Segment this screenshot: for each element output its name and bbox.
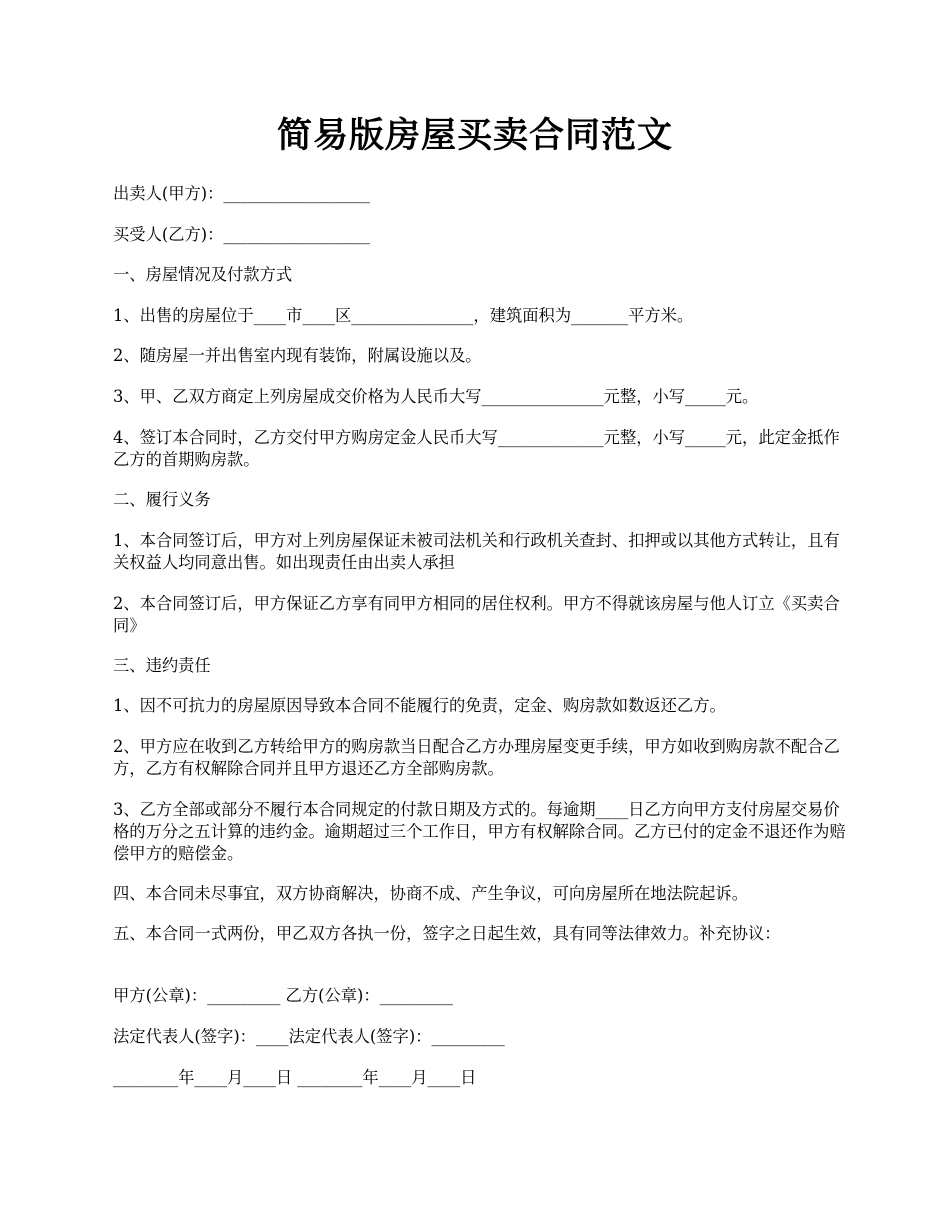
seal-line: 甲方(公章)：_________ 乙方(公章)：_________	[113, 986, 453, 1005]
clause-3-2: 2、甲方应在收到乙方转给甲方的购房款当日配合乙方办理房屋变更手续，甲方如收到购房款不配合乙方，乙方有权解除合同并且甲方退还乙方全部购房款。	[113, 737, 840, 778]
buyer-line: 买受人(乙方)：__________________	[113, 225, 370, 244]
clause-2-1: 1、本合同签订后，甲方对上列房屋保证未被司法机关和行政机关查封、扣押或以其他方式转让，且有关权益人均同意出售。如出现责任由出卖人承担	[113, 531, 840, 572]
clause-1-4: 4、签订本合同时，乙方交付甲方购房定金人民币大写_____________元整，小写_____元，此定金抵作乙方的首期购房款。	[113, 428, 840, 469]
clause-1-1: 1、出售的房屋位于____市____区_______________，建筑面积为_______平方米。	[113, 306, 694, 325]
clause-3-1: 1、因不可抗力的房屋原因导致本合同不能履行的免责，定金、购房款如数返还乙方。	[113, 696, 726, 715]
clause-1-2: 2、随房屋一并出售室内现有装饰，附属设施以及。	[113, 346, 482, 365]
clause-3-3: 3、乙方全部或部分不履行本合同规定的付款日期及方式的。每逾期____日乙方向甲方支付房屋交易价格的万分之五计算的违约金。逾期超过三个工作日，甲方有权解除合同。乙方已付的定金不退还作为赔偿甲方的赔偿金。	[113, 800, 846, 863]
document-title: 简易版房屋买卖合同范文	[276, 115, 673, 156]
section-heading-3: 三、违约责任	[113, 656, 211, 675]
date-line: ________年____月____日 ________年____月____日	[113, 1068, 477, 1087]
clause-1-3: 3、甲、乙双方商定上列房屋成交价格为人民币大写_______________元整，小写_____元。	[113, 387, 759, 406]
clause-5: 五、本合同一式两份，甲乙双方各执一份，签字之日起生效，具有同等法律效力。补充协议：	[113, 924, 781, 943]
representative-signature-line: 法定代表人(签字)：____法定代表人(签字)：_________	[113, 1027, 505, 1046]
seller-line: 出卖人(甲方)：__________________	[113, 184, 370, 203]
section-heading-2: 二、履行义务	[113, 490, 211, 509]
section-heading-1: 一、房屋情况及付款方式	[113, 265, 293, 284]
clause-4: 四、本合同未尽事宜，双方协商解决，协商不成、产生争议，可向房屋所在地法院起诉。	[113, 884, 748, 903]
clause-2-2: 2、本合同签订后，甲方保证乙方享有同甲方相同的居住权利。甲方不得就该房屋与他人订立《买卖合同》	[113, 594, 840, 635]
